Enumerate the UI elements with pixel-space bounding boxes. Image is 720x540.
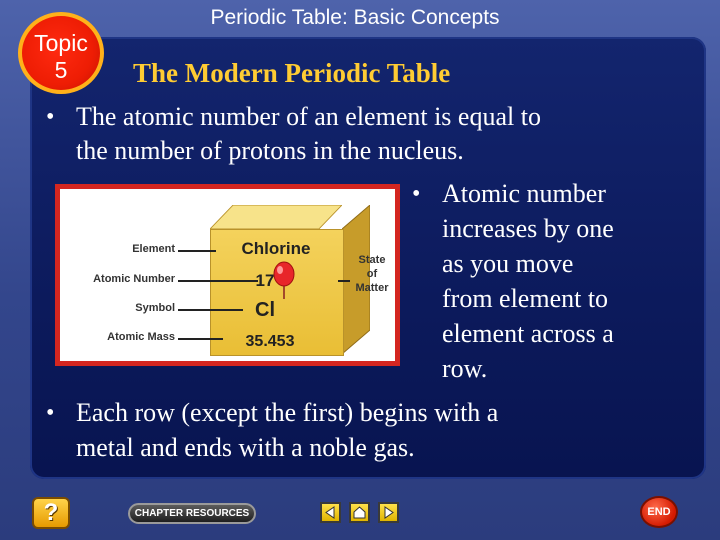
bullet3-line1: Each row (except the first) begins with a	[76, 398, 499, 427]
label-element: Element	[132, 243, 175, 255]
bullet-marker: •	[412, 181, 421, 207]
state-label-line1: State	[358, 254, 386, 266]
element-name: Chlorine	[241, 239, 311, 258]
label-atomic-mass: Atomic Mass	[107, 331, 175, 343]
prev-arrow-glyph	[322, 504, 339, 521]
state-label-line3: Matter	[355, 282, 389, 294]
home-icon[interactable]	[349, 502, 370, 523]
prev-arrow-icon[interactable]	[320, 502, 341, 523]
home-glyph	[351, 504, 368, 521]
end-button[interactable]: END	[640, 496, 678, 528]
bullet-marker: •	[46, 104, 55, 130]
next-arrow-icon[interactable]	[378, 502, 399, 523]
box-top-face	[210, 205, 342, 229]
bullet2-line4: from element to	[442, 284, 609, 313]
balloon-icon	[272, 261, 296, 301]
label-symbol: Symbol	[135, 302, 175, 314]
bullet1-line1: The atomic number of an element is equal to	[76, 102, 541, 131]
help-button[interactable]: ?	[32, 497, 70, 529]
header-title: Periodic Table: Basic Concepts	[210, 6, 500, 29]
bullet2-line6: row.	[442, 354, 488, 383]
label-atomic-number: Atomic Number	[93, 273, 175, 285]
topic-badge	[18, 12, 104, 94]
bullet2-line2: increases by one	[442, 214, 614, 243]
next-arrow-glyph	[380, 504, 397, 521]
element-symbol: Cl	[255, 299, 275, 321]
bullet2-line3: as you move	[442, 249, 574, 278]
bullet-marker: •	[46, 400, 55, 426]
bullet2-line1: Atomic number	[442, 179, 606, 208]
figure-canvas	[60, 189, 395, 361]
element-tile-figure	[55, 184, 400, 366]
state-of-matter-label	[342, 253, 402, 295]
element-atomic-mass: 35.453	[245, 333, 295, 350]
bullet3-line2: metal and ends with a noble gas.	[76, 433, 415, 462]
bullet2-line5: element across a	[442, 319, 614, 348]
topic-badge-number: 5	[54, 57, 68, 83]
element-atomic-number: 17	[255, 271, 275, 290]
pointer-line	[338, 280, 350, 282]
state-label-line2: of	[366, 268, 378, 280]
topic-badge-label: Topic	[34, 30, 88, 56]
bullet1-line2: the number of protons in the nucleus.	[76, 136, 464, 165]
slide-title: The Modern Periodic Table	[133, 58, 451, 88]
chapter-resources-button[interactable]: CHAPTER RESOURCES	[128, 503, 256, 524]
